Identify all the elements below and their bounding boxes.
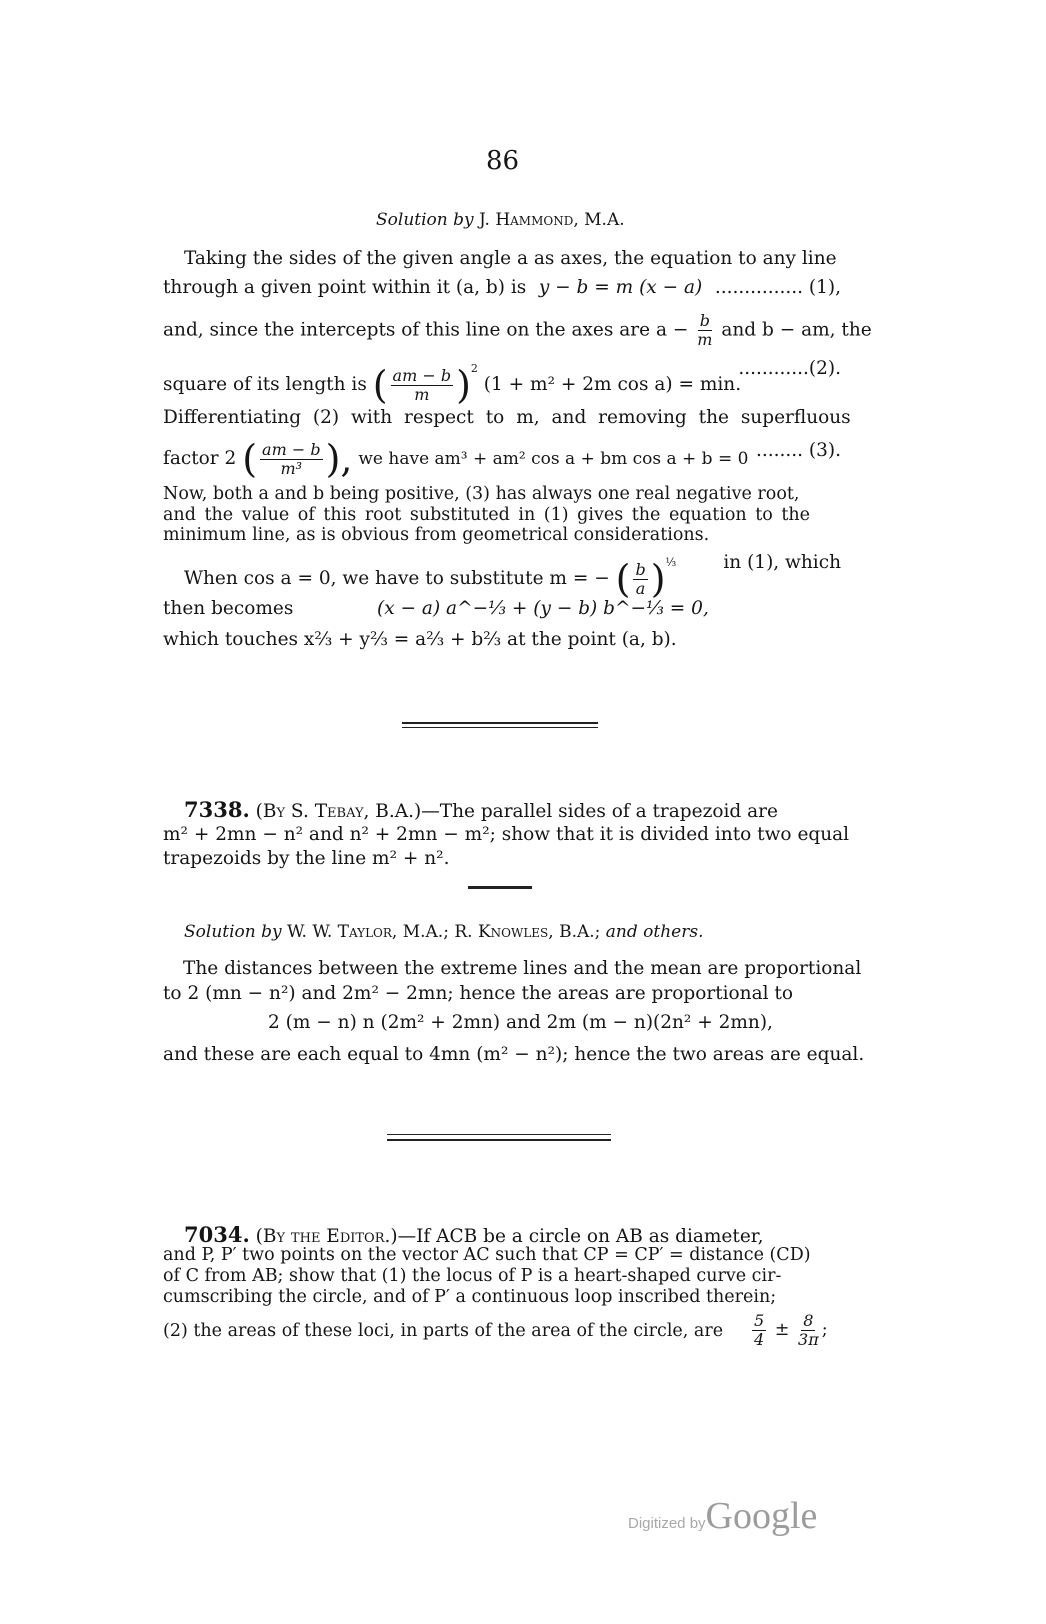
text-line: and the value of this root substituted in (1) gives the equation to the — [163, 505, 811, 525]
solution-heading — [376, 210, 625, 230]
watermark-brand: Google — [705, 1495, 818, 1537]
digitized-watermark — [628, 1494, 817, 1538]
equation-label: ............(2). — [738, 358, 841, 379]
question-number: 7034. — [184, 1222, 250, 1247]
text-fragment: —If ACB be a circle on AB as diameter, — [397, 1226, 764, 1247]
fraction-b-over-a — [633, 561, 647, 598]
section-divider — [387, 1139, 611, 1141]
text-fragment: in (1), which — [723, 552, 841, 573]
text-fragment: through a given point within it (a, b) is — [163, 277, 527, 298]
paren-open: ( — [615, 557, 631, 601]
equation-result: (x − a) a^−⅓ + (y − b) b^−⅓ = 0, — [377, 598, 709, 619]
text-line: The distances between the extreme lines and the mean are proportional — [183, 958, 862, 979]
solution-heading-authors: W. W. Taylor, M.A.; R. Knowles, B.A.; — [287, 922, 601, 942]
text-line: to 2 (mn − n²) and 2m² − 2mn; hence the areas are proportional to — [163, 983, 793, 1004]
text-line — [163, 277, 841, 299]
equation-3: we have am³ + am² cos a + bm cos a + b = 0 — [358, 449, 749, 469]
text-line: Differentiating (2) with respect to m, and removing the superfluous — [163, 407, 851, 428]
text-fragment: When cos a = 0, we have to substitute m = − — [184, 568, 610, 589]
paren-close: ) — [456, 363, 471, 407]
text-line — [163, 358, 841, 407]
text-line — [163, 1311, 841, 1349]
solution-heading-suffix: and others. — [605, 922, 704, 942]
equation-label: ............... (1), — [714, 277, 841, 298]
fraction-numerator: am − b — [262, 439, 321, 459]
text-fragment: then becomes — [163, 598, 294, 619]
section-divider — [468, 886, 532, 889]
section-divider — [402, 722, 598, 724]
question-author: (By S. Tebay, B.A.) — [255, 801, 422, 822]
text-fragment: and, since the intercepts of this line on the axes are a − — [163, 319, 689, 341]
fraction-denominator: m³ — [280, 458, 303, 478]
paren-open: ( — [372, 363, 388, 407]
solution-heading-prefix: Solution by — [376, 210, 474, 230]
fraction-numerator: am − b — [392, 365, 452, 385]
fraction-numerator: 8 — [803, 1311, 814, 1330]
fraction-numerator: b — [699, 311, 710, 330]
text-line: Now, both a and b being positive, (3) has always one real negative root, — [163, 484, 800, 504]
text-line: of C from AB; show that (1) the locus of P is a heart-shaped curve cir- — [163, 1266, 782, 1286]
plus-minus-sign: ± — [774, 1320, 790, 1340]
paren-close: ) — [650, 557, 666, 601]
watermark-prefix: Digitized by — [628, 1515, 706, 1532]
fraction-am-minus-b-over-m3 — [260, 441, 323, 478]
fraction-numerator: b — [635, 559, 646, 579]
fraction-denominator: m — [414, 384, 430, 404]
exponent: ⅓ — [665, 556, 677, 569]
text-fragment: factor 2 — [163, 448, 237, 469]
exponent: 2 — [470, 362, 478, 375]
text-line: trapezoids by the line m² + n². — [163, 848, 450, 869]
solution-heading-prefix: Solution by — [184, 922, 282, 942]
paren-open: ( — [242, 437, 258, 481]
paren-close: ), — [325, 437, 353, 481]
text-fragment: —The parallel sides of a trapezoid are — [421, 801, 778, 822]
page-number: 86 — [486, 146, 520, 176]
text-line: 2 (m − n) n (2m² + 2mn) and 2m (m − n)(2n² + 2mn), — [268, 1012, 773, 1033]
equation-label: ........ (3). — [755, 440, 841, 461]
text-line — [163, 437, 841, 481]
question-line — [184, 799, 841, 823]
text-fragment: (1 + m² + 2m cos a) = min. — [483, 374, 742, 395]
text-fragment: square of its length is — [163, 374, 367, 395]
trailing-punctuation: ; — [821, 1320, 828, 1340]
fraction-b-over-m — [697, 312, 712, 349]
text-line: m² + 2mn − n² and n² + 2mn − m²; show that it is divided into two equal — [163, 824, 850, 845]
question-author: (By the Editor.) — [255, 1226, 398, 1247]
text-line — [163, 311, 872, 349]
section-divider — [387, 1134, 611, 1135]
fraction-eight-over-3pi — [798, 1312, 819, 1349]
solution-heading — [184, 922, 704, 942]
fraction-denominator: a — [635, 578, 646, 598]
text-line — [163, 598, 841, 620]
section-divider — [402, 727, 598, 728]
fraction-denominator: m — [697, 330, 713, 349]
text-line: which touches x⅔ + y⅔ = a⅔ + b⅔ at the point (a, b). — [163, 629, 677, 650]
fraction-denominator: 3π — [798, 1330, 819, 1349]
areas-expression — [749, 1312, 828, 1349]
text-line — [184, 552, 841, 601]
fraction-denominator: 4 — [754, 1330, 765, 1349]
solution-heading-author: J. Hammond, M.A. — [479, 210, 625, 230]
fraction-am-minus-b-over-m — [391, 367, 454, 404]
text-line: and P, P′ two points on the vector AC such that CP = CP′ = distance (CD) — [163, 1245, 811, 1265]
equation-1: y − b = m (x − a) — [538, 277, 703, 298]
text-fragment: (2) the areas of these loci, in parts of the area of the circle, are — [163, 1321, 724, 1341]
text-line: Taking the sides of the given angle a as axes, the equation to any line — [184, 248, 837, 269]
text-line: and these are each equal to 4mn (m² − n²); hence the two areas are equal. — [163, 1044, 865, 1065]
text-line: cumscribing the circle, and of P′ a continuous loop inscribed therein; — [163, 1287, 777, 1307]
text-fragment: and b − am, the — [721, 319, 872, 341]
question-number: 7338. — [184, 797, 250, 822]
fraction-numerator: 5 — [754, 1311, 765, 1330]
fraction-five-quarters — [752, 1312, 766, 1349]
text-line: minimum line, as is obvious from geometrical considerations. — [163, 525, 710, 545]
